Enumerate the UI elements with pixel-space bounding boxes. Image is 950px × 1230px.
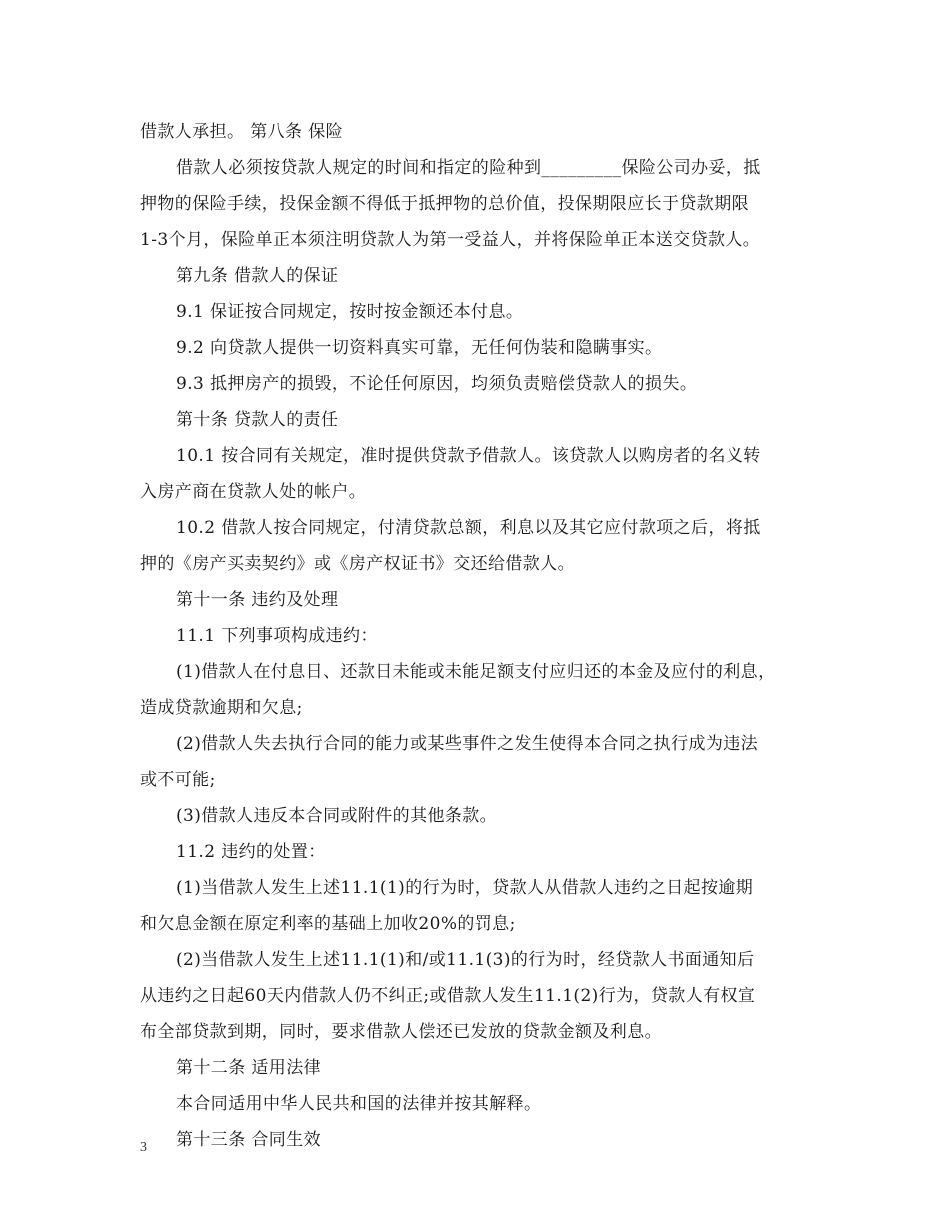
section-heading: 第十条 贷款人的责任 [176,410,339,430]
text-line: 布全部贷款到期，同时，要求借款人偿还已发放的贷款金额及利息。 [140,1022,662,1042]
section-heading: 第十一条 违约及处理 [176,590,339,610]
clause-item: 9.2 向贷款人提供一切资料真实可靠，无任何伪装和隐瞒事实。 [176,338,663,358]
document-body [140,114,830,1158]
clause-item: 11.2 违约的处置： [176,842,326,862]
clause-item: 11.1 下列事项构成违约： [176,626,378,646]
text-line: 本合同适用中华人民共和国的法律并按其解释。 [176,1094,542,1114]
text-line: 押物的保险手续，投保金额不得低于抵押物的总价值，投保期限应长于贷款期限 [140,194,749,214]
clause-item: (2)当借款人发生上述11.1(1)和/或11.1(3)的行为时，经贷款人书面通知后 [176,950,755,970]
clause-item: (2)借款人失去执行合同的能力或某些事件之发生使得本合同之执行成为违法 [176,734,759,754]
text-line: 从违约之日起60天内借款人仍不纠正;或借款人发生11.1(2)行为，贷款人有权宣 [140,986,756,1006]
clause-item: 9.3 抵押房产的损毁，不论任何原因，均须负责赔偿贷款人的损失。 [176,374,698,394]
clause-item: (1)当借款人发生上述11.1(1)的行为时，贷款人从借款人违约之日起按逾期 [176,878,754,898]
clause-item: (1)借款人在付息日、还款日未能或未能足额支付应归还的本金及应付的利息， [176,662,776,682]
clause-item: 10.2 借款人按合同规定，付清贷款总额，利息以及其它应付款项之后，将抵 [176,518,761,538]
page-number: 3 [140,1140,147,1155]
text-line: 借款人必须按贷款人规定的时间和指定的险种到_________保险公司办妥，抵 [176,158,761,178]
section-heading: 第十二条 适用法律 [176,1058,322,1078]
section-heading: 第十三条 合同生效 [176,1130,322,1150]
text-line: 1-3个月，保险单正本须注明贷款人为第一受益人，并将保险单正本送交贷款人。 [140,230,761,250]
clause-item: 10.1 按合同有关规定，准时提供贷款予借款人。该贷款人以购房者的名义转 [176,446,761,466]
text-line: 造成贷款逾期和欠息; [140,698,303,718]
text-line: 或不可能; [140,770,216,790]
text-line: 入房产商在贷款人处的帐户。 [140,482,367,502]
text-line: 借款人承担。 第八条 保险 [140,122,344,142]
text-line: 押的《房产买卖契约》或《房产权证书》交还给借款人。 [140,554,575,574]
clause-item: (3)借款人违反本合同或附件的其他条款。 [176,806,498,826]
clause-item: 9.1 保证按合同规定，按时按金额还本付息。 [176,302,524,322]
text-line: 和欠息金额在原定利率的基础上加收20%的罚息; [140,914,516,934]
section-heading: 第九条 借款人的保证 [176,266,339,286]
